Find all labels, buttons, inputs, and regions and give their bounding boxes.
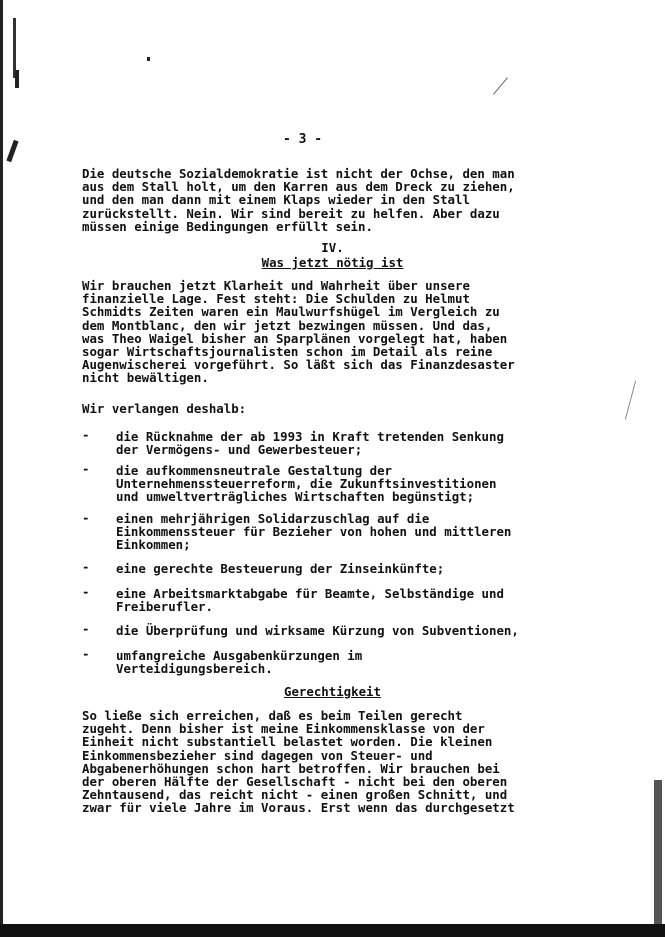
text-line: finanzielle Lage. Fest steht: Die Schulden zu Helmut	[82, 291, 470, 307]
list-bullet: -	[82, 427, 90, 442]
text-line: Schmidts Zeiten waren ein Maulwurfshügel im Vergleich zu	[82, 304, 500, 320]
text-line: dem Montblanc, den wir jetzt bezwingen müssen. Und das,	[82, 317, 493, 333]
text-line: einen mehrjährigen Solidarzuschlag auf die	[116, 511, 430, 526]
list-bullet: -	[82, 584, 90, 599]
text-line: der Vermögens- und Gewerbesteuer;	[116, 442, 363, 458]
text-line: eine gerechte Besteuerung der Zinseinkünfte;	[116, 561, 445, 576]
text-line: Wir brauchen jetzt Klarheit und Wahrheit über unsere	[82, 278, 470, 293]
text-line: und umweltverträgliches Wirtschaften begünstigt;	[116, 489, 475, 505]
scan-edge-bottom	[0, 924, 665, 937]
scan-speck	[147, 57, 150, 61]
text-line: eine Arbeitsmarktabgabe für Beamte, Selbständige und	[116, 586, 504, 601]
text-line: aus dem Stall holt, um den Karren aus dem Dreck zu ziehen,	[82, 179, 515, 195]
text-line: die aufkommensneutrale Gestaltung der	[116, 463, 393, 478]
justice-paragraph	[82, 709, 515, 815]
text-line: zugeht. Denn bisher ist meine Einkommensklasse von der	[82, 721, 485, 737]
text-line: umfangreiche Ausgabenkürzungen im	[116, 648, 363, 663]
text-line: nicht bewältigen.	[82, 370, 209, 386]
list-item	[116, 562, 444, 575]
demand-intro: Wir verlangen deshalb:	[82, 401, 247, 416]
scan-mark	[15, 70, 19, 88]
text-line: die Rücknahme der ab 1993 in Kraft tretenden Senkung	[116, 429, 504, 444]
list-item	[116, 649, 362, 675]
scan-scratch	[625, 381, 636, 420]
text-line: Abgabenerhöhungen schon hart betroffen. Wir brauchen bei	[82, 760, 500, 776]
list-bullet: -	[82, 646, 90, 661]
list-bullet: -	[82, 559, 90, 574]
text-line: Einkommenssteuer für Bezieher von hohen und mittleren	[116, 524, 512, 540]
text-line: müssen einige Bedingungen erfüllt sein.	[82, 218, 373, 234]
page-number: - 3 -	[283, 132, 323, 147]
text-line: Augenwischerei vorgeführt. So läßt sich das Finanzdesaster	[82, 357, 515, 373]
list-item	[116, 430, 504, 456]
section-title: Was jetzt nötig ist	[261, 255, 404, 270]
text-line: was Theo Waigel bisher an Sparplänen vorgelegt hat, haben	[82, 330, 508, 346]
list-item	[116, 464, 496, 504]
text-line: So ließe sich erreichen, daß es beim Teilen gerecht	[82, 708, 463, 723]
section-number: IV.	[321, 240, 344, 255]
text-line: die Überprüfung und wirksame Kürzung von Subventionen,	[116, 623, 519, 638]
text-line: Unternehmenssteuerreform, die Zukunftsinvestitionen	[116, 476, 497, 492]
list-item	[116, 624, 519, 637]
scan-edge-right	[654, 780, 662, 924]
text-line: Einheit nicht substantiell belastet worden. Die kleinen	[82, 734, 493, 750]
list-item	[116, 512, 511, 552]
text-line: Zehntausend, das reicht nicht - einen großen Schnitt, und	[82, 787, 508, 803]
list-bullet: -	[82, 510, 90, 525]
text-line: zurückstellt. Nein. Wir sind bereit zu helfen. Aber dazu	[82, 205, 500, 221]
list-bullet: -	[82, 621, 90, 636]
section-paragraph	[82, 279, 515, 385]
intro-paragraph	[82, 167, 515, 233]
list-bullet: -	[82, 461, 90, 476]
text-line: Die deutsche Sozialdemokratie ist nicht der Ochse, den man	[82, 166, 515, 181]
text-line: der oberen Hälfte der Gesellschaft - nicht bei den oberen	[82, 774, 508, 790]
scan-mark	[6, 140, 18, 162]
justice-title: Gerechtigkeit	[284, 684, 381, 699]
text-line: Einkommensbezieher sind dagegen von Steuer- und	[82, 747, 433, 763]
scan-mark-left	[13, 18, 16, 78]
text-line: zwar für viele Jahre im Voraus. Erst wenn das durchgesetzt	[82, 800, 515, 816]
text-line: Einkommen;	[116, 537, 191, 553]
scan-edge-left	[0, 0, 3, 924]
text-line: Freiberufler.	[116, 599, 213, 615]
text-line: sogar Wirtschaftsjournalisten schon im Detail als reine	[82, 344, 493, 360]
text-line: Verteidigungsbereich.	[116, 661, 273, 677]
text-line: und den man dann mit einem Klaps wieder in den Stall	[82, 192, 470, 208]
scan-scratch	[493, 77, 508, 94]
list-item	[116, 587, 504, 613]
